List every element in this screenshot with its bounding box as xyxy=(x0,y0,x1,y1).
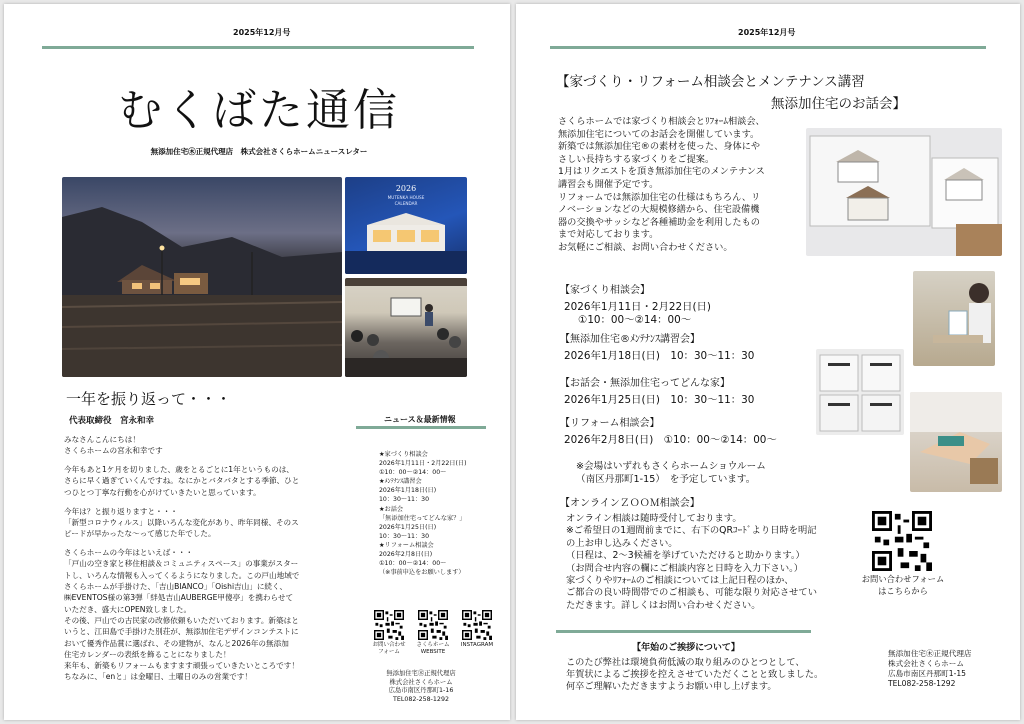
qr-label-contact: お問い合わせ フォーム xyxy=(372,642,406,655)
text-line: お問い合わせフォーム xyxy=(861,574,945,584)
greeting-heading: 【年始のご挨拶について】 xyxy=(632,643,740,653)
text-line: ピードが早かったな～って感じた年でした。 xyxy=(64,529,216,539)
text-line: 無添加住宅㊍正規代理店 xyxy=(888,649,972,658)
text-line: オンライン相談は随時受付しております。 xyxy=(566,513,742,524)
text-line: ①10：00～②14：00～ xyxy=(379,560,447,568)
text-line: 「新型コロナウィルス」以降いろんな変化があり、昨年同様、そのス xyxy=(64,517,299,527)
qr-caption xyxy=(850,574,956,597)
text-line: TEL082-258-1292 xyxy=(393,695,449,703)
photo-night-house xyxy=(62,177,342,377)
photo-calendar-cover xyxy=(345,177,467,274)
text-line: はこちらから xyxy=(878,585,928,596)
footer-company-info xyxy=(888,649,1008,689)
text-line: 10：30～11：30 xyxy=(379,496,430,504)
text-line: このたび弊社は環境負荷低減の取り組みのひとつとして、 xyxy=(566,657,805,668)
event-heading: 【家づくり・リフォーム相談会とメンテナンス講習 xyxy=(556,74,865,90)
calendar-word: CALENDAR xyxy=(394,201,418,206)
calendar-year: 2026 xyxy=(395,184,417,193)
qr-code-contact[interactable] xyxy=(374,610,404,640)
text-line: いうと、江田島で手掛けた別荘が、無添加住宅デザインコンテストに xyxy=(64,627,299,637)
text-line: さくらホームの今年はといえば・・・ xyxy=(64,548,194,558)
newsletter-page-left xyxy=(4,4,510,720)
lookback-heading: 一年を振り返って・・・ xyxy=(66,390,232,408)
text-line: さくらホームが手掛けた、「吉山BIANCO」「Oishi吉山」に続く、 xyxy=(64,582,288,592)
event-label: 【リフォーム相談会】 xyxy=(560,418,660,429)
photo-wall-plastering xyxy=(910,392,1002,492)
text-line xyxy=(64,498,354,506)
news-heading: ニュース＆最新情報 xyxy=(384,415,456,424)
venue-note xyxy=(576,460,766,486)
event-date: 2026年1月11日・2月22日(日) xyxy=(564,301,711,313)
greeting-body xyxy=(64,434,354,683)
text-line: 今年は？と振り返りますと・・・ xyxy=(64,506,178,516)
text-line: いただき、盛大にOPEN致しました。 xyxy=(64,604,192,614)
text-line: 無添加住宅㊍正規代理店 xyxy=(386,670,456,677)
text-line: 広島市南区丹那町1-16 xyxy=(388,687,454,694)
issue-label: 2025年12月号 xyxy=(233,28,291,37)
photo-workshop-child xyxy=(913,271,995,366)
text-line: 10：30～11：30 xyxy=(379,532,430,540)
qr-code-website[interactable] xyxy=(418,610,448,640)
text-line: つひとつ丁寧な行動を心がけていきたいと思っています。 xyxy=(64,487,261,497)
text-line: ちなみに、「enと」は金曜日、土曜日のみの営業です！ xyxy=(64,672,252,682)
text-line: 2026年1月11日・2月22日(日) xyxy=(379,460,467,468)
text-line: TEL082-258-1292 xyxy=(888,679,956,688)
text-line: まで対応しております。 xyxy=(558,229,659,241)
text-line: ★ﾒﾝﾃﾅﾝｽ講習会 xyxy=(379,478,422,486)
news-rule xyxy=(356,426,486,429)
text-line: 器の交換やサッシなど各種補助金を利用したもの xyxy=(558,216,760,228)
text-line: ①10：00～②14：00～ xyxy=(379,469,447,477)
photo-seminar-room xyxy=(345,278,467,377)
zoom-label: 【オンラインＺＯＯＭ相談会】 xyxy=(560,498,700,509)
qr-label-instagram: INSTAGRAM xyxy=(460,642,494,648)
news-list xyxy=(379,450,489,577)
text-line: 今年もあと1ケ月を切りました、歳をとるごとに1年というものは、 xyxy=(64,465,294,475)
event-date: 2026年1月18日(日) 10：30～11：30 xyxy=(564,350,755,362)
text-line: さしい長持ちする家づくりをご提案。 xyxy=(558,153,715,165)
text-line: みなさんこんにちは！ xyxy=(64,435,140,444)
text-line xyxy=(64,540,354,548)
text-line: 「戸山の空き家と移住相談＆コミュニティスペース」の事業がスター xyxy=(64,559,299,569)
text-line: 株式会社さくらホーム xyxy=(888,659,964,668)
text-line: トし、いろんな情報も入ってくるようになりました。この戸山地域で xyxy=(64,570,300,580)
text-line: 2026年1月25日(日) xyxy=(379,523,437,531)
calendar-line: MUTENKA HOUSE xyxy=(387,195,425,200)
text-line: （※事前申込をお願いします） xyxy=(379,569,465,577)
text-line: 住宅カレンダーの表紙を飾ることになりました！ xyxy=(64,649,231,659)
zoom-body xyxy=(566,513,866,612)
text-line: ★家づくり相談会 xyxy=(379,451,428,458)
text-line: ただきます。詳しくはお問い合わせください。 xyxy=(566,599,761,611)
text-line: （日程は、2～3候補を挙げていただけると助かります。） xyxy=(566,550,805,562)
qr-code-inquiry-form[interactable] xyxy=(872,511,932,571)
text-line: ★リフォーム相談会 xyxy=(379,541,434,549)
text-line: ※ご希望日の1週間前までに、右下のQRｺｰﾄﾞより日時を明記 xyxy=(566,525,817,537)
text-line: の上お申し込みください。 xyxy=(566,537,678,549)
qr-label-website: さくらホーム WEBSITE xyxy=(416,642,450,655)
text-line: （南区丹那町1-15） を予定しています。 xyxy=(576,474,756,485)
text-line: ★お話会 xyxy=(379,505,404,513)
text-line: 株式会社さくらホーム xyxy=(389,678,453,686)
text-line: リフォームでは無添加住宅の仕様はもちろん、リ xyxy=(558,191,761,203)
event-item xyxy=(560,417,777,447)
event-date: 2026年2月8日(日) ①10：00～②14：00～ xyxy=(564,434,777,446)
text-line: その後、戸山での古民家の改修依頼もいただいております。新築はと xyxy=(64,615,299,625)
text-line: ㈱EVENTOS様の第3弾「絆処吉山AUBERGE甲傻亭」を携わらせて xyxy=(64,593,294,603)
text-line: さくらホームの宮永和幸です xyxy=(64,446,163,456)
event-intro xyxy=(558,116,798,255)
event-item xyxy=(560,333,755,363)
text-line: 新築では無添加住宅®の素材を使った、身体にや xyxy=(558,141,761,153)
photo-material-bags xyxy=(816,349,904,435)
text-line: 無添加住宅についてのお話会を開催しています。 xyxy=(558,128,760,140)
event-item xyxy=(560,284,711,327)
event-item xyxy=(560,377,755,407)
representative-name: 代表取締役 宮永和幸 xyxy=(69,416,155,426)
text-line xyxy=(64,457,354,465)
event-label: 【お話会・無添加住宅ってどんな家】 xyxy=(560,378,730,389)
newsletter-subtitle: 無添加住宅㊍正規代理店 株式会社さくらホームニュースレター xyxy=(150,147,368,156)
event-label: 【無添加住宅®ﾒﾝﾃﾅﾝｽ講習会】 xyxy=(560,334,700,345)
greeting-notice xyxy=(566,657,871,694)
text-line: ※会場はいずれもさくらホームショウルーム xyxy=(576,461,766,472)
text-line: お気軽にご相談、お問い合わせください。 xyxy=(558,241,733,253)
text-line: 「無添加住宅ってどんな家？」 xyxy=(379,514,466,522)
text-line: 年賀状によるご挨拶を控えさせていただくことと致しました。 xyxy=(566,669,824,681)
text-line: 2026年1月18日(日) xyxy=(379,487,437,495)
text-line: 来年も、新築もリフォームもますます頑張っていきたいところです！ xyxy=(64,661,299,671)
text-line: 何卒ご理解いただきますようお願い申し上げます。 xyxy=(566,681,777,693)
text-line: おいて優秀作品賞に選ばれ、その建物が、なんと2026年の無添加 xyxy=(64,638,289,648)
top-rule xyxy=(550,46,986,49)
text-line: さくらホームでは家づくり相談会とﾘﾌｫｰﾑ相談会、 xyxy=(558,116,765,127)
qr-code-instagram[interactable] xyxy=(462,610,492,640)
event-date: 2026年1月25日(日) 10：30～11：30 xyxy=(564,394,755,406)
top-rule xyxy=(42,46,474,49)
event-subheading: 無添加住宅のお話会】 xyxy=(771,96,906,112)
photo-house-drawings xyxy=(806,128,1002,256)
text-line: ノベーションなどの大規模修繕から、住宅設備機 xyxy=(558,204,760,216)
text-line: （お問合せ内容の欄にご相談内容と日時を入力下さい。） xyxy=(566,562,804,574)
text-line: さらに早く過ぎていくんですね。なにかとバタバタとする季節、ひと xyxy=(64,476,300,486)
newsletter-title: むくばた通信 xyxy=(118,85,400,136)
text-line: 1月はリクエストを頂き無添加住宅のメンテナンス xyxy=(558,166,765,178)
issue-label: 2025年12月号 xyxy=(738,28,796,37)
text-line: 広島市南区丹那町1-15 xyxy=(888,669,966,678)
text-line: 2026年2月8日(日) xyxy=(379,551,433,559)
text-line: 講習会も開催予定です。 xyxy=(558,178,659,190)
event-time: ①10：00～②14：00～ xyxy=(578,314,692,326)
greeting-rule xyxy=(556,630,811,633)
event-label: 【家づくり相談会】 xyxy=(560,285,650,296)
footer-company-info xyxy=(356,670,486,704)
text-line: 家づくりやﾘﾌｫｰﾑのご相談については上記日程のほか、 xyxy=(566,575,794,587)
text-line: ご都合の良い時間帯でのご相談も、可能な限り対応させてい xyxy=(566,587,818,599)
newsletter-page-right xyxy=(516,4,1020,720)
